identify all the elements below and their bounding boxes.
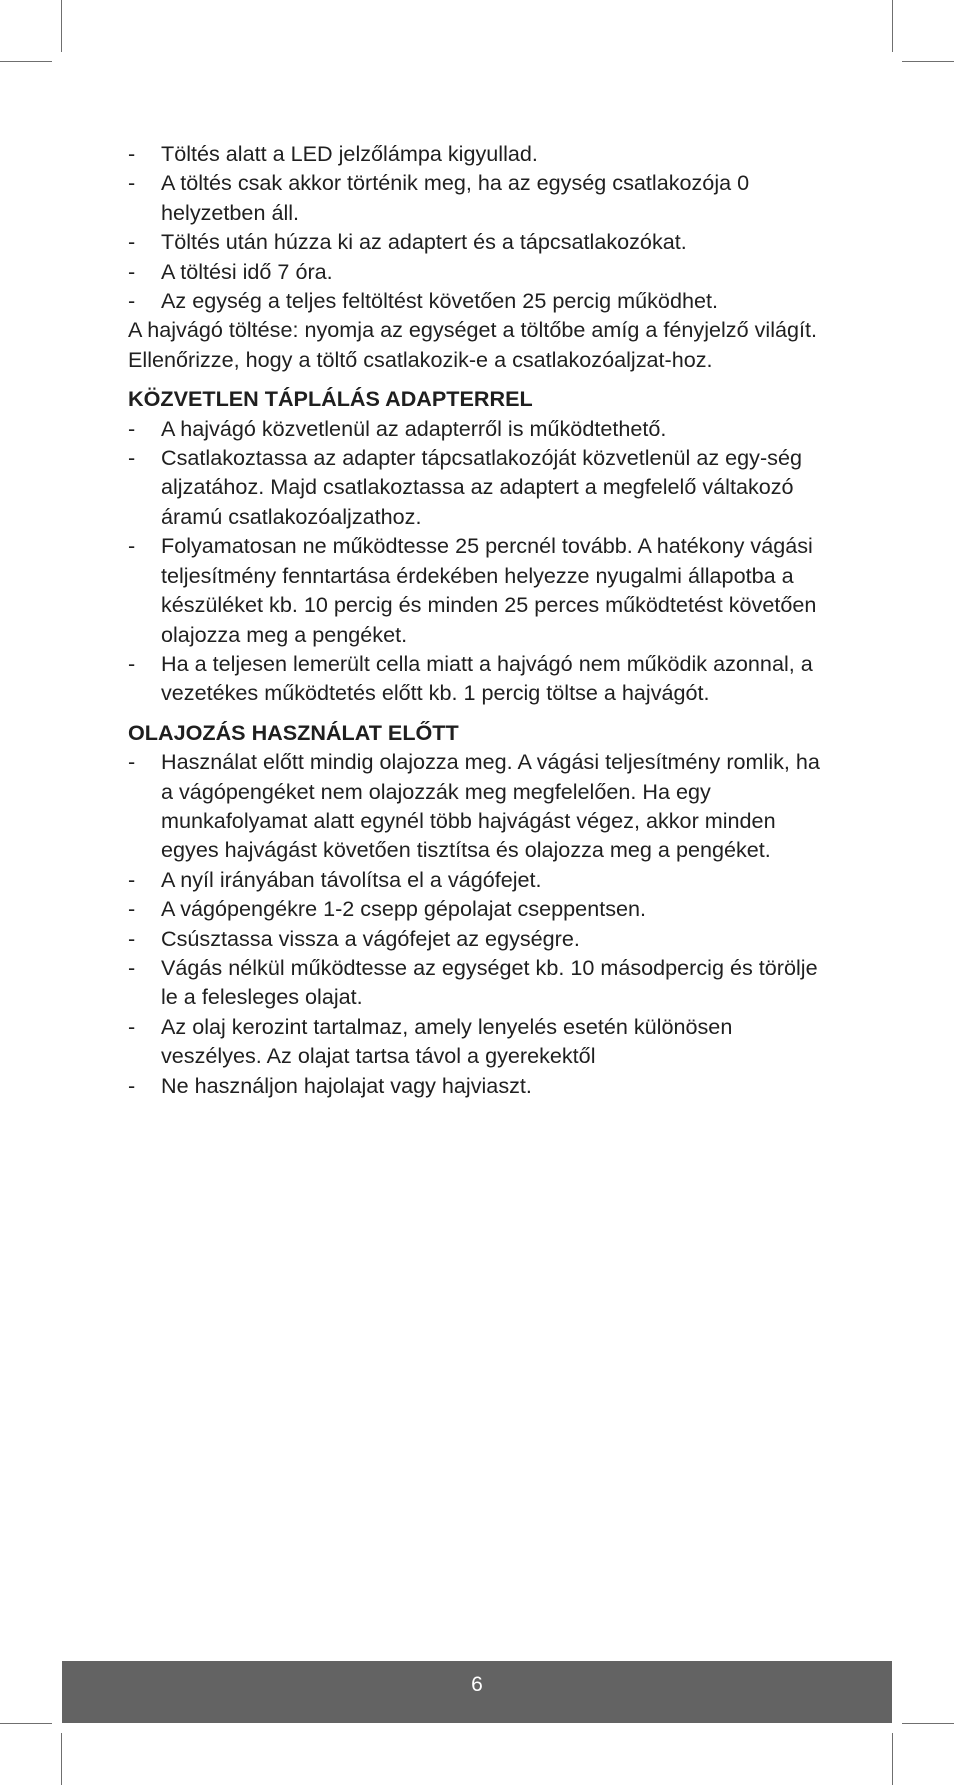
crop-mark — [61, 1733, 62, 1785]
bullet-dash: - — [128, 170, 136, 196]
list-item-text: Töltés alatt a LED jelzőlámpa kigyullad. — [161, 141, 538, 166]
list-item-text: A hajvágó közvetlenül az adapterről is működtethető. — [161, 415, 667, 441]
footer-bar — [62, 1661, 892, 1723]
bullet-dash: - — [128, 866, 136, 892]
section-heading-direct-power: KÖZVETLEN TÁPLÁLÁS ADAPTERREL — [128, 386, 533, 412]
list-item-text: A vágópengékre 1-2 csepp gépolajat cseppentsen. — [161, 896, 647, 922]
list-item — [128, 924, 833, 953]
crop-mark — [892, 0, 893, 52]
list-item-text: Csatlakoztassa az adapter tápcsatlakozóját közvetlenül az egy-ség aljzatához. Majd csatlakoztassa az adaptert a megfelelő váltakozó áramú csatlakozóaljzathoz. — [161, 445, 802, 529]
bullet-dash: - — [128, 533, 136, 559]
list-item-text: Az egység a teljes feltöltést követően 25 percig működhet. — [161, 288, 718, 314]
bullet-dash: - — [128, 141, 136, 166]
page-content — [128, 139, 833, 1100]
list-item-text: Ha a teljesen lemerült cella miatt a hajvágó nem működik azonnal, a vezetékes működtetés előtt kb. 1 percig töltse a hajvágót. — [161, 650, 813, 706]
list-item-text: Folyamatosan ne működtesse 25 percnél tovább. A hatékony vágási teljesítmény fenntartása érdekében helyezze nyugalmi állapotba a készüléket kb. 10 percig és minden 25 perces működtetést követően olajozza meg a pengéket. — [161, 533, 817, 647]
crop-mark — [0, 1723, 52, 1724]
crop-mark — [0, 61, 52, 62]
list-item — [128, 227, 833, 256]
bullet-dash: - — [128, 415, 136, 441]
oiling-list — [128, 747, 833, 1100]
list-item — [128, 286, 833, 315]
bullet-dash: - — [128, 258, 136, 284]
bullet-dash: - — [128, 1072, 136, 1098]
list-item — [128, 257, 833, 286]
bullet-dash: - — [128, 229, 136, 255]
list-item-text: Ne használjon hajolajat vagy hajviaszt. — [161, 1072, 532, 1098]
list-item-text: A nyíl irányában távolítsa el a vágófejet. — [161, 866, 542, 892]
bullet-dash: - — [128, 1013, 136, 1039]
list-item — [128, 894, 833, 923]
list-item — [128, 747, 833, 865]
list-item — [128, 953, 833, 1012]
bullet-dash: - — [128, 925, 136, 951]
list-item — [128, 139, 833, 168]
bullet-dash: - — [128, 445, 136, 471]
list-item-text: Csúsztassa vissza a vágófejet az egységre. — [161, 925, 580, 951]
list-item — [128, 168, 833, 227]
list-item — [128, 443, 833, 531]
bullet-dash: - — [128, 288, 136, 314]
list-item — [128, 414, 833, 443]
bullet-dash: - — [128, 896, 136, 922]
list-item — [128, 1071, 833, 1100]
intro-list — [128, 139, 833, 315]
list-item — [128, 1012, 833, 1071]
charging-paragraph: A hajvágó töltése: nyomja az egységet a töltőbe amíg a fényjelző világít. Ellenőrizze, hogy a töltő csatlakozik-e a csatlakozóaljzat-hoz. — [128, 317, 818, 372]
list-item-text: Használat előtt mindig olajozza meg. A vágási teljesítmény romlik, ha a vágópengéket nem olajozzák meg megfelelően. Ha egy munkafolyamat alatt egynél több hajvágást végez, akkor minden egyes hajvágást követően tisztítsa és olajozza meg a pengéket. — [161, 749, 820, 863]
bullet-dash: - — [128, 749, 136, 775]
list-item — [128, 865, 833, 894]
list-item-text: Az olaj kerozint tartalmaz, amely lenyelés esetén különösen veszélyes. Az olajat tartsa távol a gyerekektől — [161, 1013, 733, 1069]
page-number: 6 — [471, 1673, 483, 1696]
crop-mark — [902, 61, 954, 62]
list-item-text: A töltés csak akkor történik meg, ha az egység csatlakozója 0 helyzetben áll. — [161, 170, 750, 225]
crop-mark — [892, 1733, 893, 1785]
list-item-text: Töltés után húzza ki az adaptert és a tápcsatlakozókat. — [161, 229, 687, 255]
list-item-text: A töltési idő 7 óra. — [161, 258, 333, 284]
list-item-text: Vágás nélkül működtesse az egységet kb. 10 másodpercig és törölje le a felesleges olajat. — [161, 954, 818, 1010]
crop-mark — [902, 1723, 954, 1724]
bullet-dash: - — [128, 954, 136, 980]
list-item — [128, 649, 833, 708]
direct-power-list — [128, 414, 833, 708]
section-heading-oiling: OLAJOZÁS HASZNÁLAT ELŐTT — [128, 719, 459, 745]
crop-mark — [61, 0, 62, 52]
bullet-dash: - — [128, 650, 136, 676]
list-item — [128, 531, 833, 649]
